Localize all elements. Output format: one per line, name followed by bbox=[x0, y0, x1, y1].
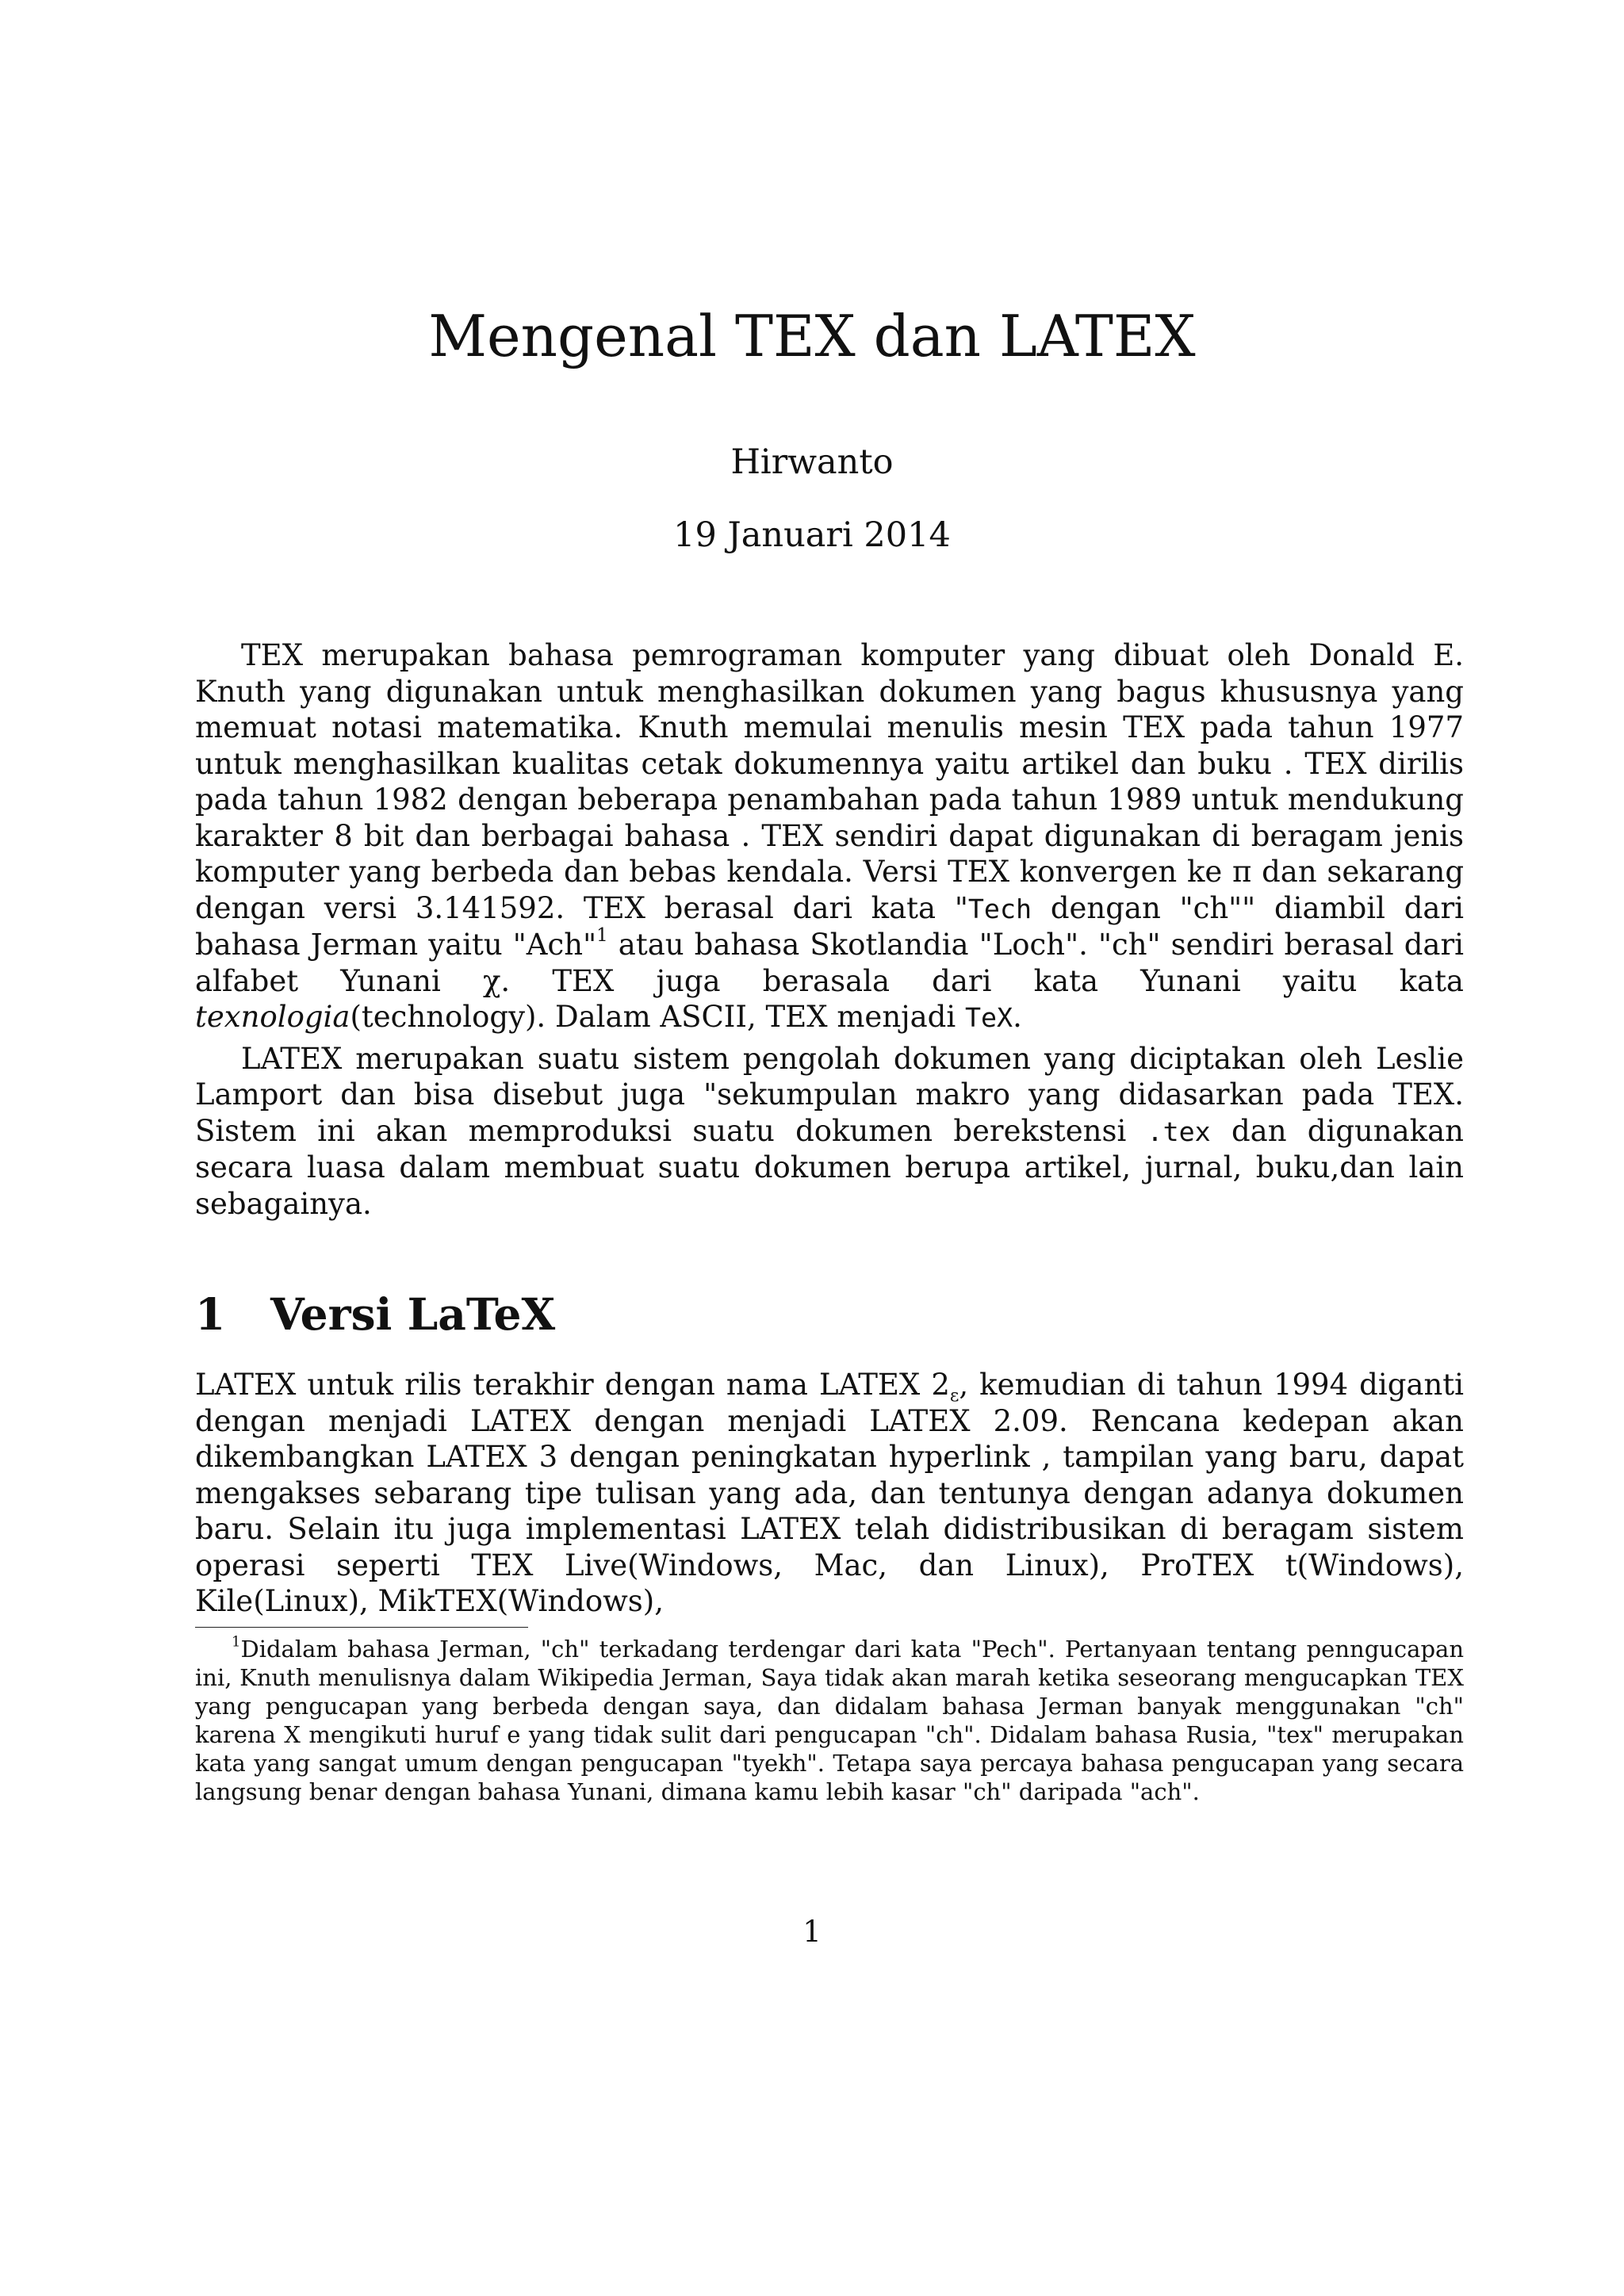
text-run: , kemudian di tahun 1994 diganti dengan menjadi bbox=[195, 1368, 1464, 1438]
tex-logo: TEX bbox=[761, 818, 824, 853]
document-date: 19 Januari 2014 bbox=[673, 515, 951, 555]
tex-logo: TEX bbox=[1392, 1077, 1455, 1112]
text-run: t(Windows), Kile(Linux), Mik bbox=[195, 1548, 1464, 1618]
tex-logo: TEX bbox=[471, 1548, 534, 1582]
latex-logo: LATEX bbox=[469, 1403, 572, 1438]
code-text: TeX bbox=[964, 1002, 1013, 1033]
text-run: Didalam bahasa Jerman, "ch" terkadang terdengar dari kata "Pech". Pertanyaan tentang penngucapan ini, Knuth menulisnya dalam Wikipedia Jerman, Saya tidak akan marah ketika seseorang mengucapkan bbox=[195, 1636, 1464, 1691]
page-number: 1 bbox=[802, 1915, 822, 1949]
text-run: dan digunakan secara luasa dalam membuat suatu dokumen berupa artikel, jurnal, buku,dan lain sebagainya. bbox=[195, 1113, 1464, 1221]
section-heading bbox=[195, 1288, 1464, 1340]
text-run: 2 bbox=[920, 1368, 950, 1402]
tex-logo: TEX bbox=[241, 638, 304, 672]
tex-logo: TEX bbox=[1123, 710, 1185, 744]
tex-logo: TEX bbox=[1415, 1664, 1464, 1691]
epsilon-subscript: ε bbox=[949, 1385, 959, 1406]
text-run: dengan "ch"" diambil dari bahasa Jerman yaitu "Ach" bbox=[195, 890, 1464, 962]
text-run: merupakan suatu sistem pengolah dokumen yang diciptakan oleh Leslie Lamport dan bisa disebut juga "sekumpulan makro yang didasarkan pada bbox=[195, 1041, 1464, 1112]
text-run: . Sistem ini akan memproduksi suatu dokumen berekstensi bbox=[195, 1077, 1464, 1148]
tex-logo: TEX bbox=[435, 1584, 497, 1618]
tex-logo: TEX bbox=[552, 963, 615, 998]
text-run: pada tahun 1977 untuk menghasilkan kualitas cetak dokumennya yaitu artikel dan buku . bbox=[195, 710, 1464, 781]
text-run: konvergen ke π dan sekarang dengan versi 3.141592. bbox=[195, 855, 1465, 925]
text-run: yang pengucapan yang berbeda dengan saya, dan didalam bahasa Jerman banyak menggunakan "ch" karena X mengikuti huruf e yang tidak sulit dari pengucapan "ch". Didalam bahasa Rusia, "tex" merupakan kata yang sangat umum dengan pengucapan "tyekh". Tetapa saya percaya bahasa pengucapan yang secara langsung benar dengan bahasa Yunani, dimana kamu lebih kasar "ch" daripada "ach". bbox=[195, 1693, 1464, 1805]
footnote-marker: 1 bbox=[596, 924, 608, 946]
footnote bbox=[195, 1635, 1464, 1806]
latex-logo: LATEX bbox=[241, 1041, 343, 1076]
text-run: 2.09. Rencana kedepan akan dikembangkan bbox=[195, 1403, 1464, 1474]
latex-logo: LATEX bbox=[869, 1403, 971, 1438]
emphasized-word: texnologia bbox=[195, 1000, 350, 1034]
latex-logo: LATEX bbox=[818, 1368, 921, 1402]
footnote-number: 1 bbox=[232, 1633, 241, 1651]
code-text: Tech bbox=[967, 893, 1032, 924]
document-title: Mengenal TEX dan LATEX bbox=[428, 303, 1196, 369]
text-run: merupakan bahasa pemrograman komputer yang dibuat oleh Donald E. Knuth yang digunakan untuk menghasilkan dokumen yang bagus khususnya yang memuat notasi matematika. Knuth memulai menulis mesin bbox=[195, 638, 1464, 744]
section-paragraph-1 bbox=[195, 1367, 1464, 1620]
intro-paragraph-1 bbox=[195, 637, 1464, 1036]
latex-logo: LATEX bbox=[426, 1440, 527, 1474]
tex-logo: TEX bbox=[948, 855, 1010, 889]
author-name: Hirwanto bbox=[730, 442, 894, 482]
text-run: (Windows), bbox=[496, 1584, 664, 1618]
text-run: telah didistribusikan di beragam sistem operasi seperti bbox=[195, 1512, 1464, 1582]
tex-logo: TEX bbox=[1304, 746, 1367, 781]
text-run: berasal dari kata " bbox=[645, 890, 968, 925]
text-run: dengan menjadi bbox=[571, 1403, 870, 1438]
text-run: (technology). Dalam ASCII, bbox=[350, 1000, 766, 1034]
text-run: juga berasala dari kata Yunani yaitu kata bbox=[614, 963, 1464, 998]
tex-logo: TEX bbox=[583, 890, 645, 925]
code-text: .tex bbox=[1147, 1115, 1211, 1147]
text-run: dirilis pada tahun 1982 dengan beberapa penambahan pada tahun 1989 untuk mendukung karakter 8 bit dan berbagai bahasa . bbox=[195, 746, 1464, 853]
section-text bbox=[195, 1367, 1464, 1620]
text-run: Live(Windows, Mac, dan Linux), Pro bbox=[533, 1548, 1193, 1582]
intro-text bbox=[195, 637, 1464, 1222]
section-title: Versi LaTeX bbox=[270, 1288, 556, 1340]
footnote-rule bbox=[195, 1627, 528, 1628]
text-run: untuk rilis terakhir dengan nama bbox=[296, 1368, 819, 1402]
tex-logo: TEX bbox=[765, 1000, 828, 1034]
text-run: 3 dengan peningkatan hyperlink , tampilan yang baru, dapat mengakses sebarang tipe tulisan yang ada, dan tentunya dengan adanya dokumen baru. Selain itu juga implementasi bbox=[195, 1440, 1465, 1546]
latex-logo: LATEX bbox=[195, 1368, 297, 1402]
section-number: 1 bbox=[195, 1288, 226, 1340]
text-run: atau bahasa Skotlandia "Loch". "ch" sendiri berasal dari alfabet Yunani χ. bbox=[195, 928, 1464, 998]
intro-paragraph-2 bbox=[195, 1041, 1464, 1223]
text-run: sendiri dapat digunakan di beragam jenis komputer yang berbeda dan bebas kendala. Versi bbox=[195, 818, 1464, 889]
footnote-paragraph bbox=[195, 1635, 1464, 1806]
latex-logo: LATEX bbox=[740, 1512, 841, 1546]
tex-logo: TEX bbox=[1192, 1548, 1254, 1582]
text-run: menjadi bbox=[827, 1000, 965, 1034]
text-run: . bbox=[1013, 1000, 1022, 1034]
